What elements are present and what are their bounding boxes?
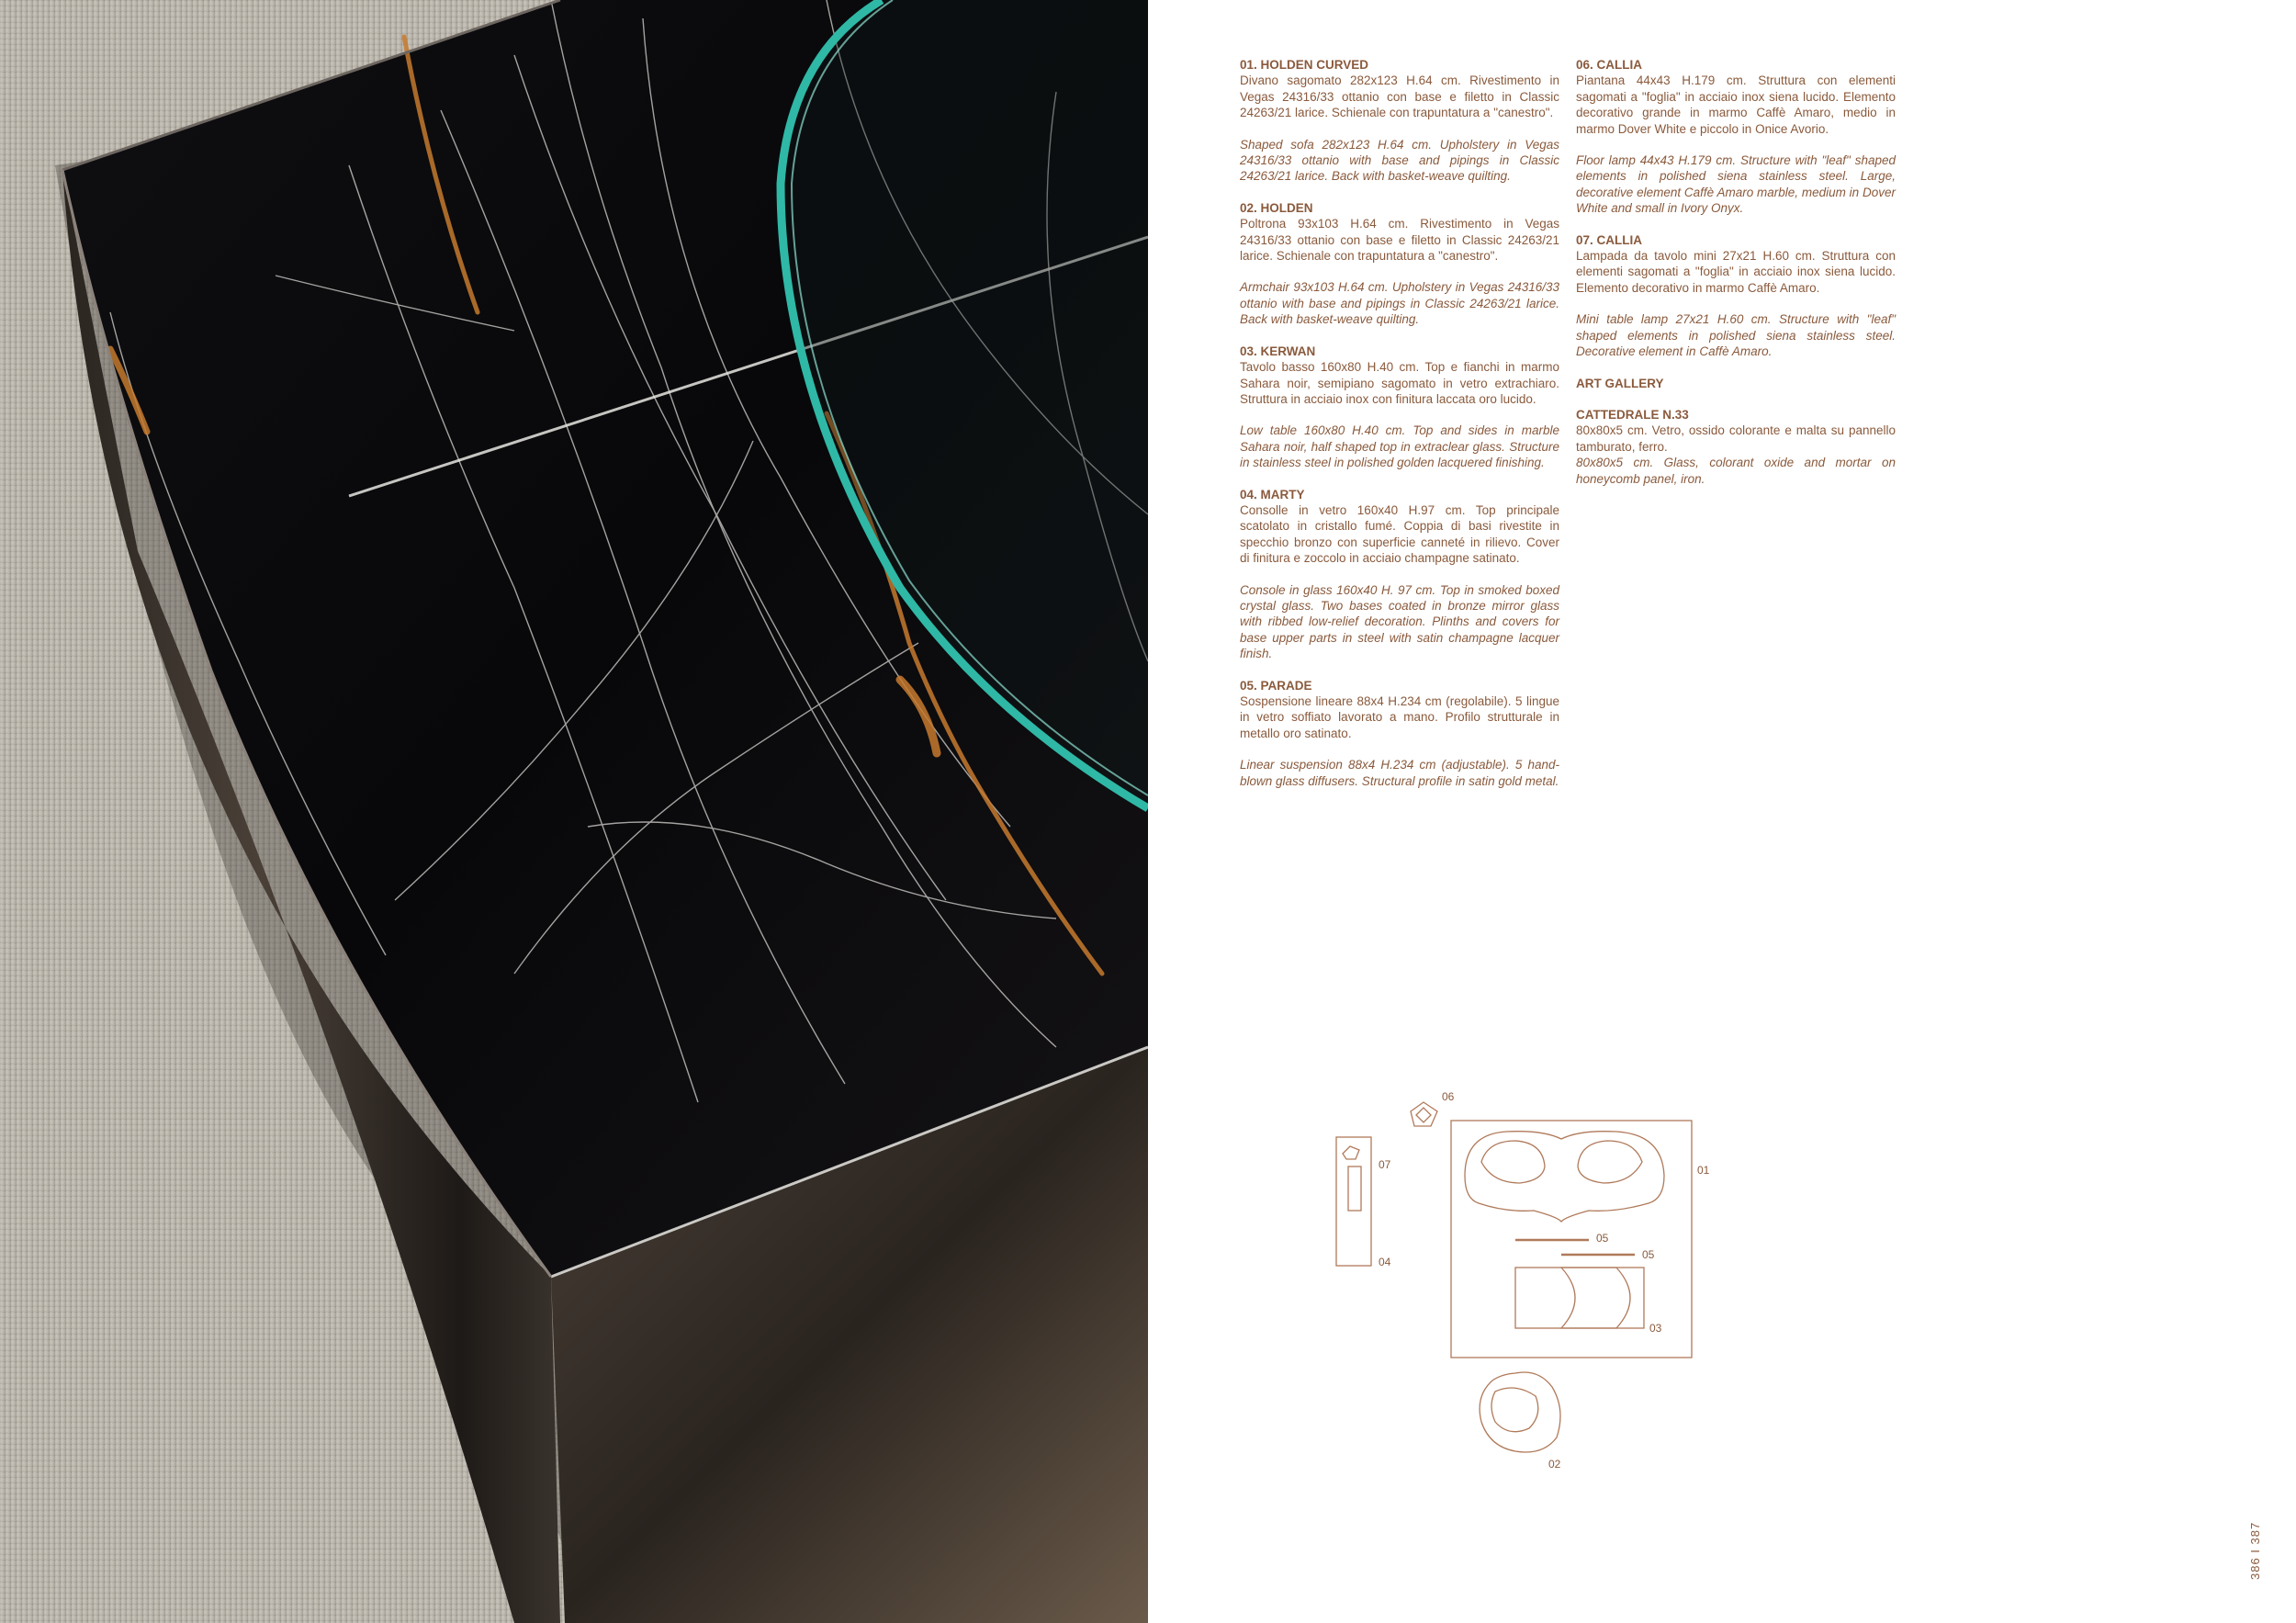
armchair-seat [1491, 1388, 1538, 1432]
floor-plan-diagram [1286, 1075, 1745, 1479]
entry-text-it: 80x80x5 cm. Vetro, ossido colorante e malta su pannello tamburato, ferro. [1576, 423, 1896, 454]
label-05a: 05 [1596, 1232, 1609, 1245]
entry-heading: 07. CALLIA [1576, 232, 1643, 247]
entry-heading: 03. KERWAN [1240, 344, 1316, 358]
entry-text-en: 80x80x5 cm. Glass, colorant oxide and mortar on honeycomb panel, iron. [1576, 456, 1896, 486]
product-entry-callia-table [1576, 232, 1896, 360]
label-01: 01 [1697, 1164, 1710, 1177]
entry-heading: 06. CALLIA [1576, 58, 1643, 72]
entry-text-it: Consolle in vetro 160x40 H.97 cm. Top principale scatolato in cristallo fumé. Coppia di basi rivestite in specchio bronzo con superficie canneté in rilievo. Cover di finitura e zoccolo in acciaio champagne satinato. [1240, 502, 1559, 566]
entry-heading: 05. PARADE [1240, 678, 1312, 693]
label-04: 04 [1379, 1256, 1391, 1268]
entry-text-it: Tavolo basso 160x80 H.40 cm. Top e fianchi in marmo Sahara noir, semipiano sagomato in vetro extrachiaro. Struttura in acciaio inox con finitura laccata oro lucido. [1240, 360, 1559, 406]
entry-text-en: Linear suspension 88x4 H.234 cm (adjustable). 5 hand-blown glass diffusers. Structural profile in satin gold metal. [1240, 758, 1559, 788]
table-lamp-callia [1343, 1146, 1359, 1159]
art-gallery-title: ART GALLERY [1576, 376, 1664, 390]
sofa-cushion-right [1578, 1141, 1642, 1183]
label-06: 06 [1442, 1090, 1455, 1103]
label-02: 02 [1548, 1458, 1561, 1471]
entry-heading: 01. HOLDEN CURVED [1240, 58, 1369, 72]
page-number: 386 I 387 [2248, 1521, 2262, 1580]
entry-text-it: Poltrona 93x103 H.64 cm. Rivestimento in Vegas 24316/33 ottanio con base e filetto in Classic 24263/21 larice. Schienale con trapuntatura a "canestro". [1240, 217, 1559, 264]
product-entry-holden [1240, 200, 1559, 328]
entry-heading: 02. HOLDEN [1240, 200, 1313, 215]
label-03: 03 [1649, 1322, 1662, 1335]
console-marty-base [1348, 1167, 1361, 1211]
art-entry-cattedrale [1576, 407, 1896, 487]
entry-text-en: Floor lamp 44x43 H.179 cm. Structure with "leaf" shaped elements in polished siena stainless steel. Large, decorative element Caffè Amaro marble, medium in Dover White and small in Ivory Onyx. [1576, 153, 1896, 216]
entry-text-it: Lampada da tavolo mini 27x21 H.60 cm. Struttura con elementi sagomati a "foglia" in acciaio inox siena lucido. Elemento decorativo in marmo Caffè Amaro. [1576, 249, 1896, 295]
product-entry-callia-floor [1576, 57, 1896, 217]
right-column [1576, 57, 1896, 502]
entry-text-it: Divano sagomato 282x123 H.64 cm. Rivestimento in Vegas 24316/33 ottanio con base e filetto in Classic 24263/21 larice. Schienale con trapuntatura a "canestro". [1240, 73, 1559, 120]
product-entry-kerwan [1240, 344, 1559, 471]
product-entry-holden-curved [1240, 57, 1559, 185]
product-entry-marty [1240, 487, 1559, 662]
label-07: 07 [1379, 1158, 1391, 1171]
product-entry-parade [1240, 678, 1559, 789]
entry-text-en: Armchair 93x103 H.64 cm. Upholstery in Vegas 24316/33 ottanio with base and pipings in Classic 24263/21 larice. Back with basket-weave quilting. [1240, 280, 1559, 327]
entry-text-en: Console in glass 160x40 H. 97 cm. Top in smoked boxed crystal glass. Two bases coated in bronze mirror glass with ribbed low-relief decoration. Plinths and covers for base upper parts in steel with satin champagne lacquer finish. [1240, 582, 1559, 661]
entry-text-it: Piantana 44x43 H.179 cm. Struttura con elementi sagomati a "foglia" in acciaio inox siena lucido. Elemento decorativo grande in marmo Caffè Amaro, medio in marmo Dover White e piccolo in Onice Avorio. [1576, 73, 1896, 136]
sofa-cushion-left [1481, 1141, 1545, 1183]
entry-text-en: Shaped sofa 282x123 H.64 cm. Upholstery in Vegas 24316/33 ottanio with base and pipings in Classic 24263/21 larice. Back with basket-weave quilting. [1240, 137, 1559, 184]
entry-heading: 04. MARTY [1240, 487, 1305, 502]
floor-lamp-callia-inner [1416, 1108, 1431, 1122]
entry-text-en: Low table 160x80 H.40 cm. Top and sides in marble Sahara noir, half shaped top in extraclear glass. Structure in stainless steel in polished golden lacquered finishing. [1240, 423, 1559, 470]
entry-heading: CATTEDRALE N.33 [1576, 407, 1689, 422]
left-column [1240, 57, 1559, 805]
label-05b: 05 [1642, 1248, 1655, 1261]
console-marty [1336, 1137, 1371, 1266]
entry-text-en: Mini table lamp 27x21 H.60 cm. Structure with "leaf" shaped elements in polished siena stainless steel. Decorative element in Caffè Amaro. [1576, 312, 1896, 359]
table-kerwan-glass [1561, 1268, 1630, 1328]
table-kerwan [1515, 1268, 1644, 1328]
entry-text-it: Sospensione lineare 88x4 H.234 cm (regolabile). 5 lingue in vetro soffiato lavorato a mano. Profilo strutturale in metallo oro satinato. [1240, 694, 1559, 740]
